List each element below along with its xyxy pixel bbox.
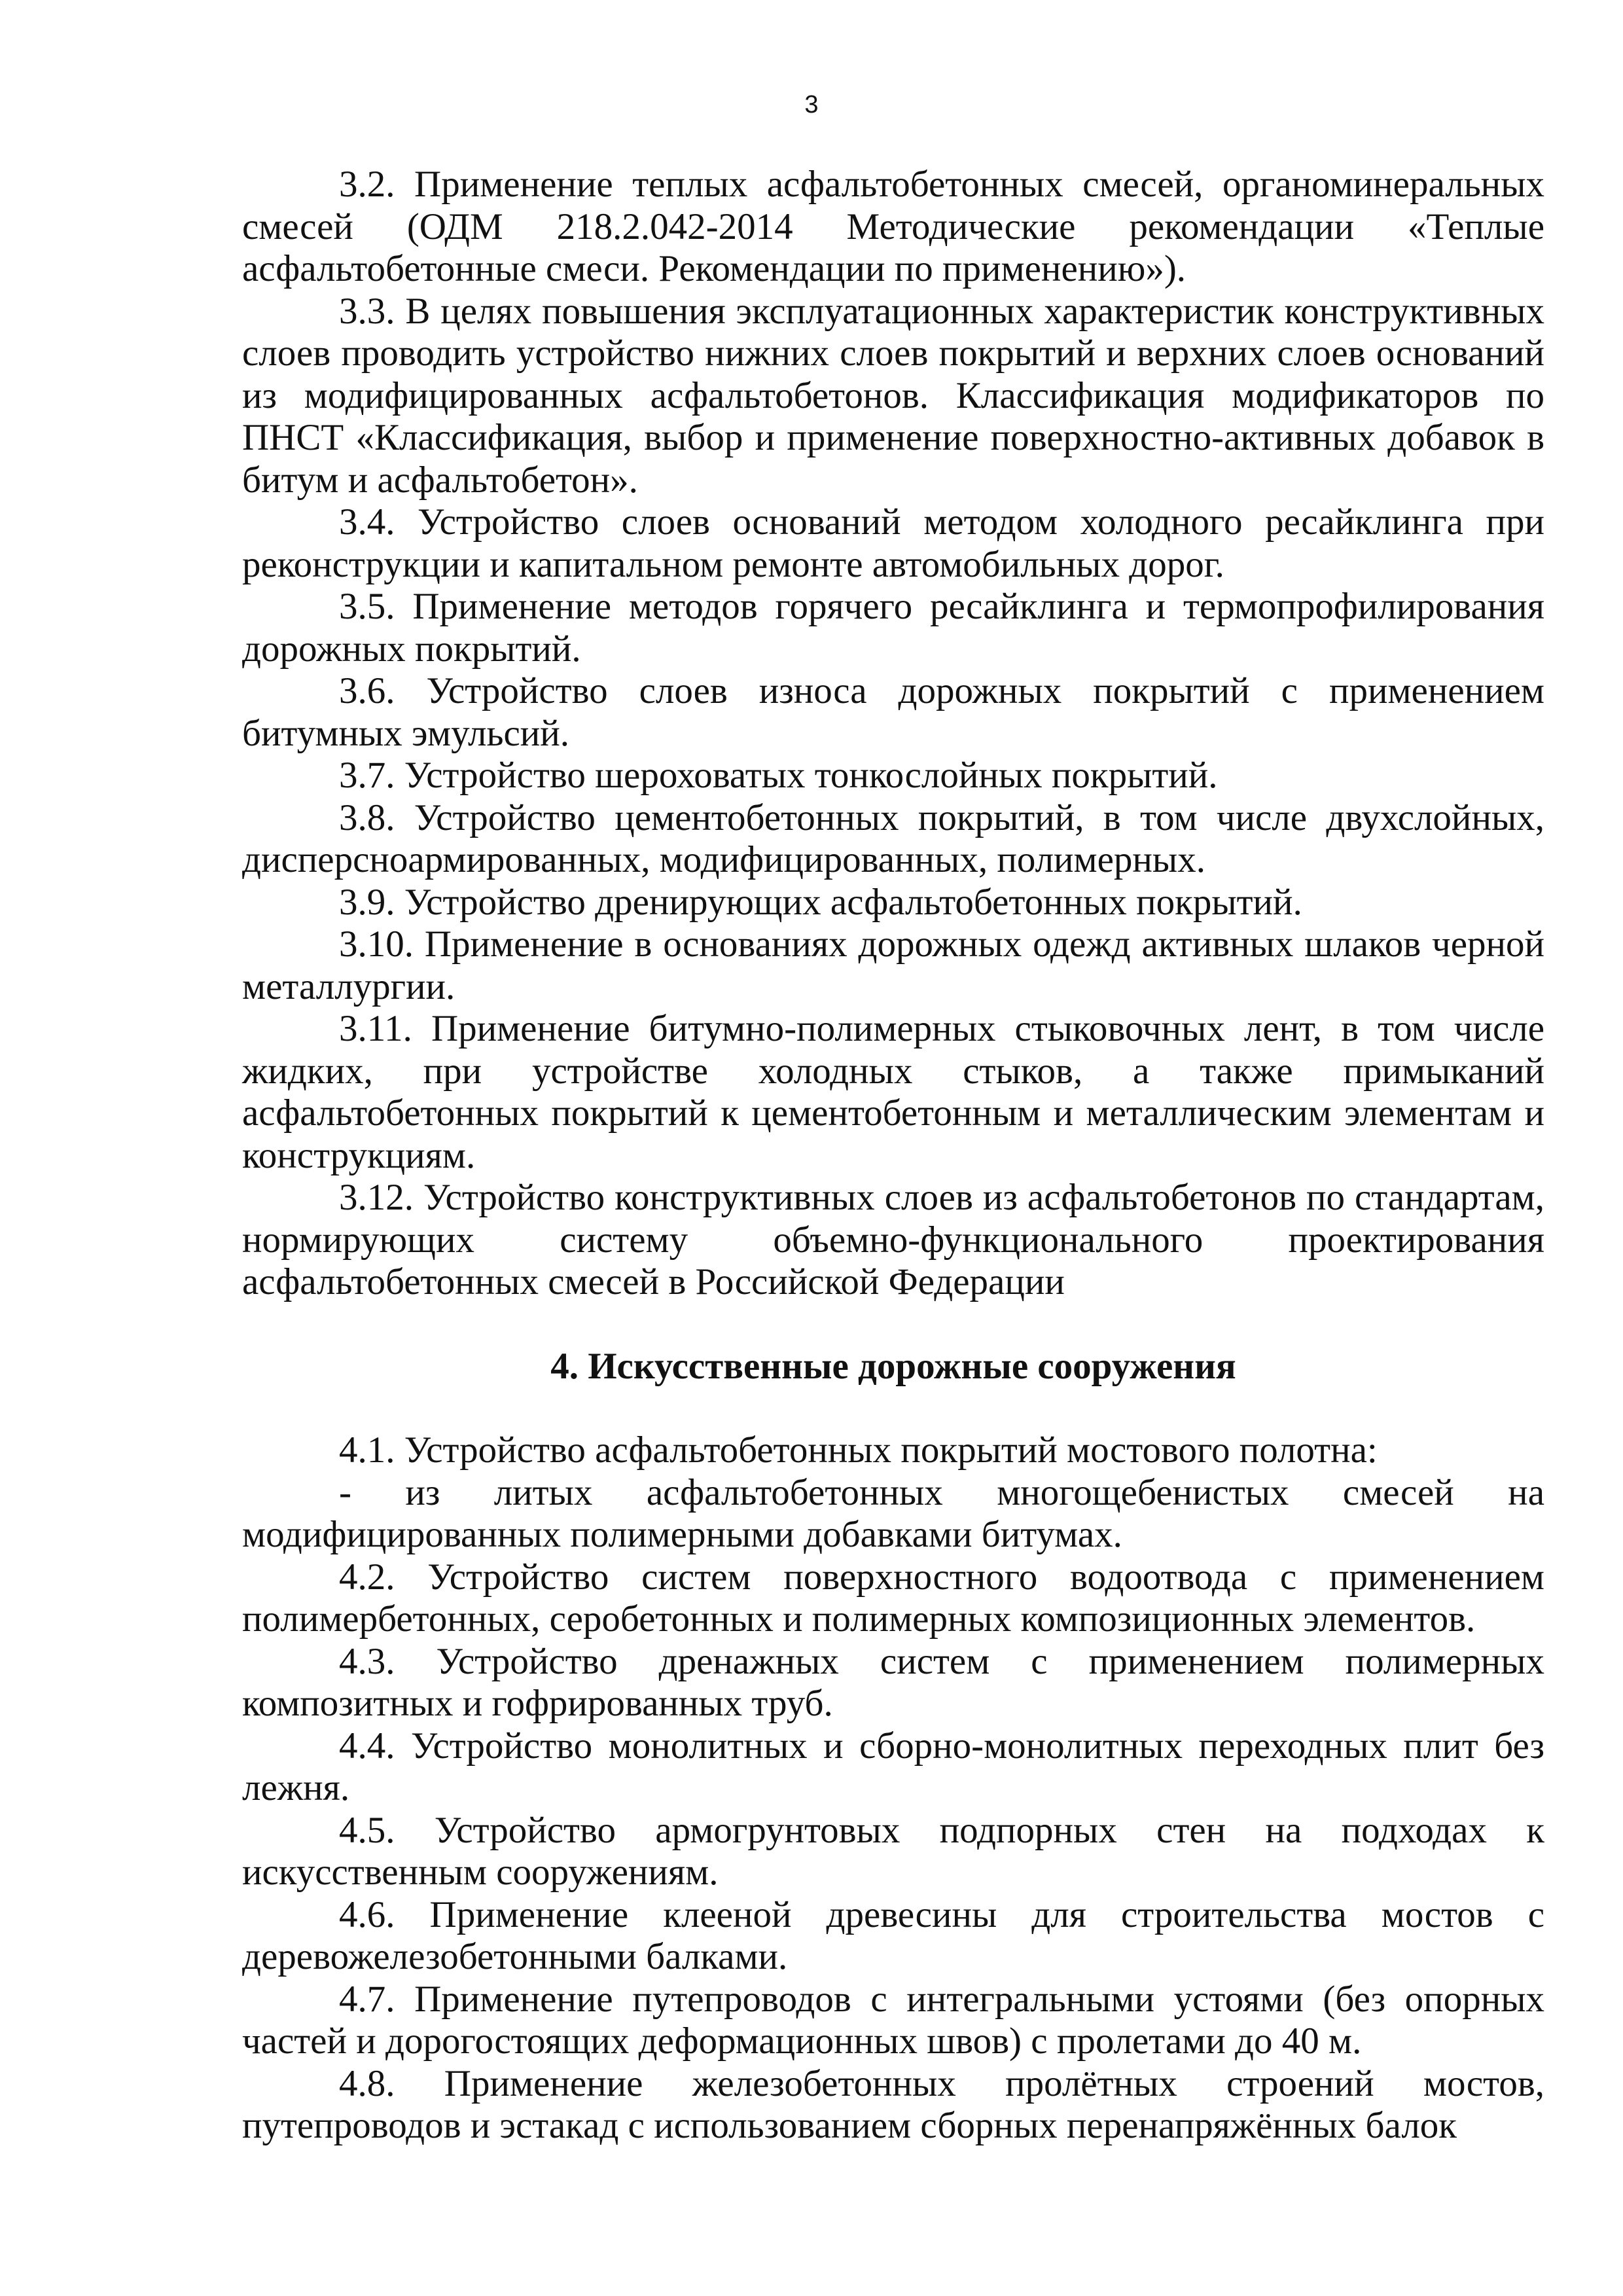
paragraph-4-4: 4.4. Устройство монолитных и сборно-монолитных переходных плит без лежня. xyxy=(242,1725,1544,1808)
paragraph-3-12: 3.12. Устройство конструктивных слоев из асфальтобетонов по стандартам, нормирующих систему объемно-функционального проектирования асфальтобетонных смесей в Российской Федерации xyxy=(242,1177,1544,1302)
paragraph-4-3: 4.3. Устройство дренажных систем с применением полимерных композитных и гофрированных труб. xyxy=(242,1640,1544,1724)
paragraph-3-3: 3.3. В целях повышения эксплуатационных характеристик конструктивных слоев проводить устройство нижних слоев покрытий и верхних слоев оснований из модифицированных асфальтобетонов. Классификация модификаторов по ПНСТ «Классификация, выбор и применение поверхностно-активных добавок в битум и асфальтобетон». xyxy=(242,290,1544,501)
paragraph-3-7: 3.7. Устройство шероховатых тонкослойных покрытий. xyxy=(339,755,1218,796)
page-number: 3 xyxy=(804,91,819,118)
document-body xyxy=(242,164,1544,2147)
section-4-title: 4. Искусственные дорожные сооружения xyxy=(550,1345,1236,1387)
paragraph-3-5: 3.5. Применение методов горячего ресайклинга и термопрофилирования дорожных покрытий. xyxy=(242,586,1544,670)
paragraph-4-6: 4.6. Применение клееной древесины для строительства мостов с деревожелезобетонными балками. xyxy=(242,1893,1544,1977)
paragraph-3-11: 3.11. Применение битумно-полимерных стыковочных лент, в том числе жидких, при устройстве холодных стыков, а также примыканий асфальтобетонных покрытий к цементобетонным и металлическим элементам и конструкциям. xyxy=(242,1008,1544,1176)
paragraph-4-1-sub: - из литых асфальтобетонных многощебенистых смесей на модифицированных полимерными добавками битумах. xyxy=(242,1471,1544,1555)
paragraph-4-7: 4.7. Применение путепроводов с интегральными устоями (без опорных частей и дорогостоящих деформационных швов) с пролетами до 40 м. xyxy=(242,1978,1544,2062)
paragraph-3-8: 3.8. Устройство цементобетонных покрытий, в том числе двухслойных, дисперсноармированных, модифицированных, полимерных. xyxy=(242,797,1544,880)
paragraph-4-1: 4.1. Устройство асфальтобетонных покрытий мостового полотна: xyxy=(339,1429,1378,1471)
paragraph-4-5: 4.5. Устройство армогрунтовых подпорных стен на подходах к искусственным сооружениям. xyxy=(242,1809,1544,1893)
paragraph-4-2: 4.2. Устройство систем поверхностного водоотвода с применением полимербетонных, серобетонных и полимерных композиционных элементов. xyxy=(242,1556,1544,1640)
paragraph-3-6: 3.6. Устройство слоев износа дорожных покрытий с применением битумных эмульсий. xyxy=(242,670,1544,754)
paragraph-4-8: 4.8. Применение железобетонных пролётных строений мостов, путепроводов и эстакад с использованием сборных перенапряжённых балок xyxy=(242,2062,1544,2146)
paragraph-3-4: 3.4. Устройство слоев оснований методом холодного ресайклинга при реконструкции и капитальном ремонте автомобильных дорог. xyxy=(242,501,1544,585)
paragraph-3-10: 3.10. Применение в основаниях дорожных одежд активных шлаков черной металлургии. xyxy=(242,924,1544,1007)
paragraph-3-9: 3.9. Устройство дренирующих асфальтобетонных покрытий. xyxy=(339,881,1302,923)
paragraph-3-2: 3.2. Применение теплых асфальтобетонных смесей, органоминеральных смесей (ОДМ 218.2.042-2014 Методические рекомендации «Теплые асфальтобетонные смеси. Рекомендации по применению»). xyxy=(242,164,1544,289)
